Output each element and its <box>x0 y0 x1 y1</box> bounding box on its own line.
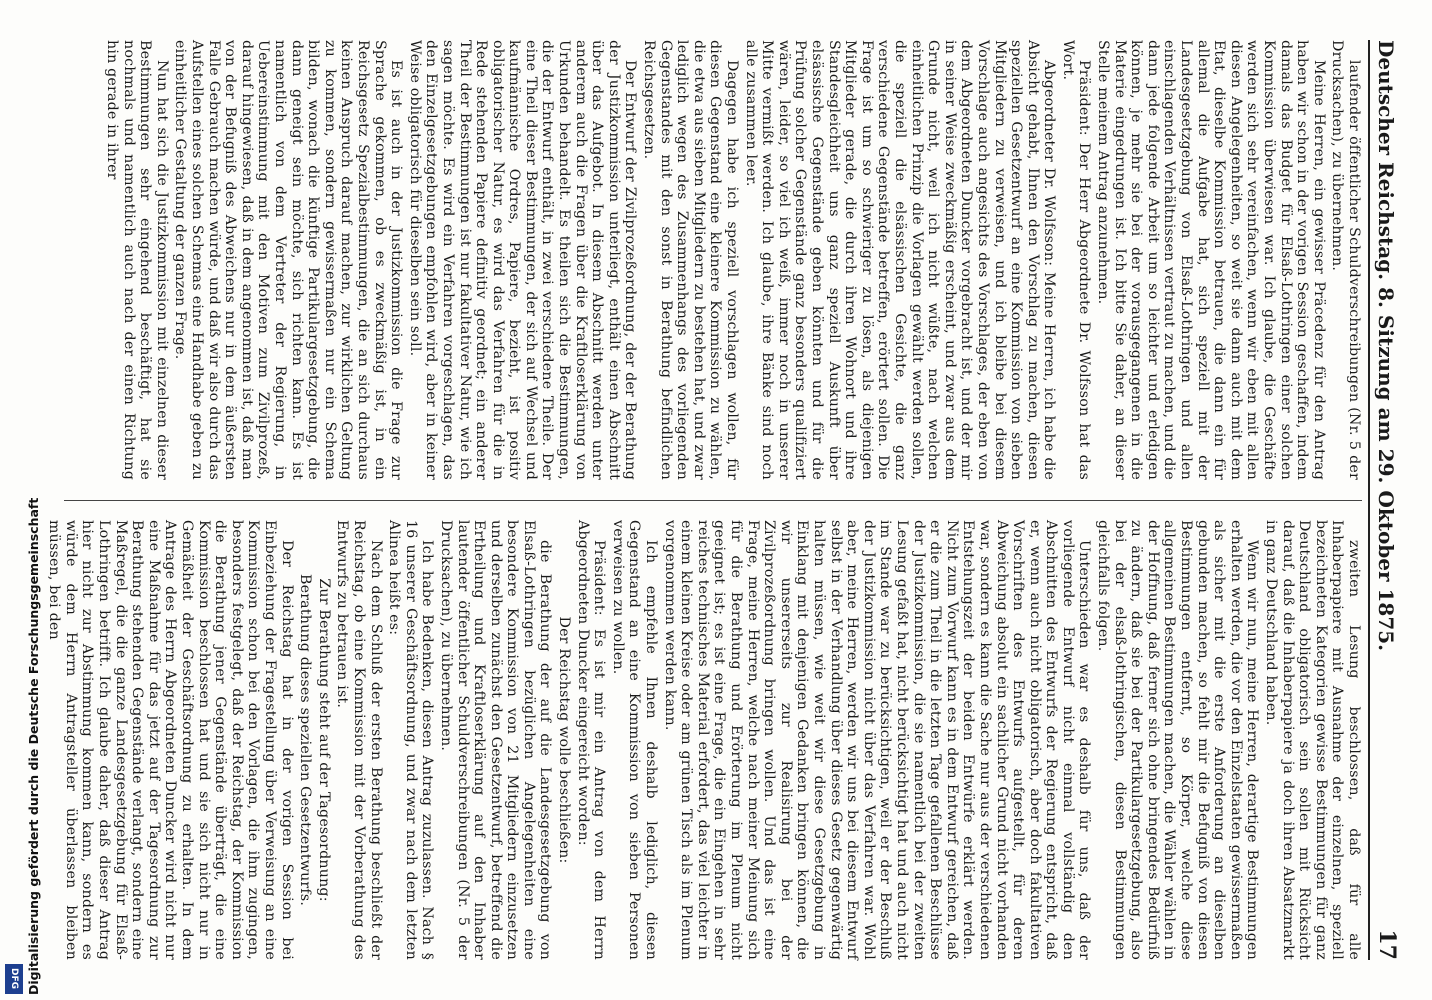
digitization-footer <box>2 0 41 1000</box>
digitization-note: Digitalisierung gefördert durch die Deutsche Forschungsgemeinschaft <box>26 497 41 995</box>
paragraph: Der Entwurf der Zivilprozeßordnung, der der Berathung der Justizkommission unterliegt, enthält einen Abschnitt über das Aufgebot. In diesem Abschnitt werden unter anderem auch die Fragen über die Kraftloserklärung von Urkunden behandelt. Es theilen sich die Bestimmungen, die der Entwurf enthält, in zwei verschiedene Theile. Der eine Theil dieser Bestimmungen, der sich auf Wechsel und kaufmännische Ordres, Papiere, bezieht, ist positiv obligatorischer Natur, es wird das Verfahren für die in Rede stehenden Papiere definitiv geordnet; ein anderer Theil der Bestimmungen ist nur fakultativer Natur, wie ich sagen möchte. Es wird ein Verfahren vorgeschlagen, das den Einzelgesetzgebungen empfohlen wird, aber in keiner Weise obligatorisch für dieselben sein soll. <box>406 40 639 480</box>
page-number: 17 <box>1374 929 1400 960</box>
paragraph: Ich habe Bedenken, diesen Antrag zuzulassen. Nach § 16 unserer Geschäftsordnung, und zwar nach dem letzten Alinea heißt es: <box>386 520 436 960</box>
paragraph: Unterschieden war es deshalb für uns, daß der vorliegende Entwurf nicht einmal vollständig den Abschnitten des Entwurfs der Regierung entspricht, daß er, wenn auch nicht obligatorisch, aber doch fakultativen Vorschriften des Entwurfs aufgestellt, für deren Abweichung absolut ein sachlicher Grund nicht vorhanden war, sondern es kann die Sache nur aus der verschiedenen Entstehungszeit der beiden Entwürfe erklärt werden. Nicht zum Vorwurf kann es in dem Entwurf gereichen, daß er die zum Theil in die letzten Tage gefallenen Beschlüsse der Justizkommission, die sie namentlich bei der zweiten Lesung gefaßt hat, nicht berücksichtigt hat und auch nicht im Stande war zu berücksichtigen, weil er der Beschluß der Justizkommission nicht über das Verfahren war. Wohl aber, meine Herren, werden wir uns bei diesem Entwurf selbst in der Verhandlung über dieses Gesetz gegenwärtig halten müssen, wie weit wir diese Gesetzgebung in Einklang mit denjenigen Gedanken bringen können, die wir unsererseits zur Realisirung bei der Zivilprozeßordnung bringen wollen. Und das ist eine Frage, meine Herren, welche nach meiner Meinung sich für die Berathung und Erörterung im Plenum nicht geeignet ist; es ist eine Frage, die ein Eingehen in sehr reiches technisches Material erfordert, das viel leichter in einem kleinen Kreise oder am grünen Tisch als im Plenum vorgenommen werden kann. <box>661 520 1093 960</box>
paragraph: laufender öffentlicher Schuldverschreibungen (Nr. 5 der Drucksachen), zu übernehmen. <box>1329 40 1362 480</box>
paragraph: Es ist auch in der Justizkommission die Frage zur Sprache gekommen, ob es zweckmäßig ist, in ein Reichsgesetz Spezialbestimmungen, die an sich durchaus keinen Anspruch darauf machen, zur wirklichen Geltung zu kommen, sondern gewissermaßen nur ein Schema bilden, wonach die künftige Partikulargesetzgebung, die dann geneigt sein möchte, sich richten kann. Es ist namentlich von dem Vertreter der Regierung, in Uebereinstimmung mit den Motiven zum Zivilprozeß, darauf hingewiesen, daß in dem angenommen ist, daß man von der Befugniß des Abweichens nur in dem äußersten Falle Gebrauch machen würde, und daß wir also durch das Aufstellen eines solchen Schemas eine Handhabe geben zu einheitlicher Gestaltung der ganzen Frage. <box>172 40 405 480</box>
header-title: Deutscher Reichstag. 8. Sitzung am 29. Oktober 1875. <box>1374 40 1398 652</box>
paragraph: Präsident: Es ist mir ein Antrag von dem Herrn Abgeordneten Duncker eingereicht worden: <box>574 520 608 960</box>
text-column-right <box>46 520 1362 960</box>
paragraph: Präsident: Der Herr Abgeordnete Dr. Wolfsson hat das Wort. <box>1059 40 1093 480</box>
paragraph: Meine Herren, ein gewisser Präcedenz für den Antrag haben wir schon in der vorigen Session geschaffen, indem damals das Budget für Elsaß-Lothringen einer solchen Kommission überwiesen war. Ich glaube, die Geschäfte werden sich sehr vereinfachen, wenn wir eben mit allen diesen Angelegenheiten, so weit sie dann auch mit dem Etat, dieselbe Kommission betrauen, die dann ein für allemal die Aufgabe hat, sich speziell mit der Landesgesetzgebung von Elsaß-Lothringen und allen einschlagenden Verhältnissen vertraut zu machen, und die dann jede folgende Arbeit um so leichter und erledigen können, je mehr sie bei der vorausgegangenen in die Materie eingedrungen ist. Ich bitte Sie daher, an dieser Stelle meinem Antrag anzunehmen. <box>1095 40 1327 480</box>
paragraph: Dagegen habe ich speziell vorschlagen wollen, für diesen Gegenstand eine kleinere Kommission zu wählen, die etwa aus sieben Mitgliedern zu bestehen hat, und zwar lediglich wegen des Zusammenhangs des vorliegenden Gegenstandes mit den sonst in Berathung befindlichen Reichsgesetzen. <box>641 40 741 480</box>
paragraph: Zur Berathung steht auf der Tagesordnung: <box>315 578 332 902</box>
paragraph: Ich empfehle Ihnen deshalb lediglich, diesen Gegenstand an eine Kommission von sieben Personen verweisen zu wollen. <box>609 520 660 960</box>
running-header <box>1368 40 1404 960</box>
paragraph: Abgeordneter Dr. Wolfsson: Meine Herren, ich habe die Absicht gehabt, Ihnen den Vorschlag zu machen, diesen speziellen Gesetzentwurf an eine Kommission von sieben Mitgliedern zu verweisen, und ich bleibe bei diesem Vorschlage auch angesichts des Vorschlages, der eben von dem Abgeordneten Duncker vorgebracht ist, und der mir in seiner Weise zweckmäßig erscheint, und zwar aus dem Grunde nicht, weil ich nicht wüßte, nach welchen einheitlichen Prinzip die Vorlagen gewählt werden sollen, die speziell die elsässischen Gesichte, die ganz verschiedene Gegenstände betreffen, erörtert sollen. Die Frage ist um so schwieriger zu lösen, als diejenigen Mitglieder gerade, die durch ihren Wohnort und ihre Standesgleichheit uns ganz speziell Auskunft über elsässische Gegenstände geben könnten und für die Prüfung solcher Gegenstände ganz besonders qualifiziert wären, leider, so viel ich weiß, immer noch in unserer Mitte vermißt werden. Ich glaube, ihre Bänke sind noch alle zusammen leer. <box>742 40 1058 480</box>
column-divider <box>64 500 1362 501</box>
text-column-left <box>60 40 1362 480</box>
paragraph: Nach dem Schluß der ersten Berathung beschließt der Reichstag, ob eine Kommission mit der Vorberathung des Entwurfs zu betrauen ist. <box>334 520 384 960</box>
paragraph: die Berathung der auf die Landesgesetzgebung von Elsaß-Lothringen bezüglichen Angelegenheiten eine besondere Kommission von 21 Mitgliedern einzusetzen und derselben zunächst den Gesetzentwurf, betreffend die Ertheilung und Kraftloserklärung auf den Inhaber lautender öffentlicher Schuldverschreibungen (Nr. 5 der Drucksachen), zu übernehmen. <box>437 520 554 960</box>
dfg-logo-icon: DFG <box>5 964 23 994</box>
paragraph: Der Reichstag hat in der vorigen Session bei Einbeziehung der Fragestellung über Verweisung an eine Kommission schon bei den Vorlagen, die ihm zugingen, besonders festgelegt, daß der Reichstag, der Kommission die Berathung jener Gegenstände überträgt, die eine Kommission beschlossen hat und sie sich nicht nur in Gemäßheit der Geschäftsordnung zu erhalten. In dem Antrage des Herrn Abgeordneten Duncker wird nicht nur eine Maßnahme für das jetzt auf der Tagesordnung zur Berathung stehenden Gegenstände verlangt, sondern eine Maßregel, die die ganze Landesgesetzgebung für Elsaß-Lothringen betrifft. Ich glaube daher, daß dieser Antrag hier nicht zur Abstimmung kommen kann, sondern es würde dem Herrn Antragsteller überlassen bleiben müssen, bei den <box>46 520 295 960</box>
paragraph: Nun hat sich die Justizkommission mit einzelnen dieser Bestimmungen sehr eingehend beschäftigt, hat sie nochmals und namentlich auch nach der einen Richtung hin gerade in ihrer <box>104 40 170 480</box>
paragraph: zweiten Lesung beschlossen, daß für alle Inhaberpapiere mit Ausnahme der einzelnen, speziell bezeichneten Kategorien gewisse Bestimmungen für ganz Deutschland obligatorisch sein sollen mit Rücksicht darauf, daß die Inhaberpapiere ja doch ihren Absatzmarkt in ganz Deutschland haben. <box>1263 520 1362 960</box>
rotated-document <box>46 0 1410 1000</box>
paragraph: Der Reichstag wolle beschließen: <box>556 616 573 864</box>
paragraph: Berathung dieses speziellen Gesetzentwurfs. <box>297 573 314 907</box>
paragraph: Wenn wir nun, meine Herren, derartige Bestimmungen erhalten werden, die vor den Einzelstaaten gewissermaßen als sicher mit die erste Anforderung an dieselben gebunden machen, so fehlt mir die Befugniß von diesen Bestimmungen entfernt, so Körper, welche diese allgemeinen Bestimmungen machen, die Wähler wählen in der Hoffnung, daß ferner sich ohne bringendes Bedürfniß zu ändern, daß sie bei der Partikulargesetzgebung, also bei der elsaß-lothringischen, diesen Bestimmungen gleichfalls folgen. <box>1095 520 1261 960</box>
